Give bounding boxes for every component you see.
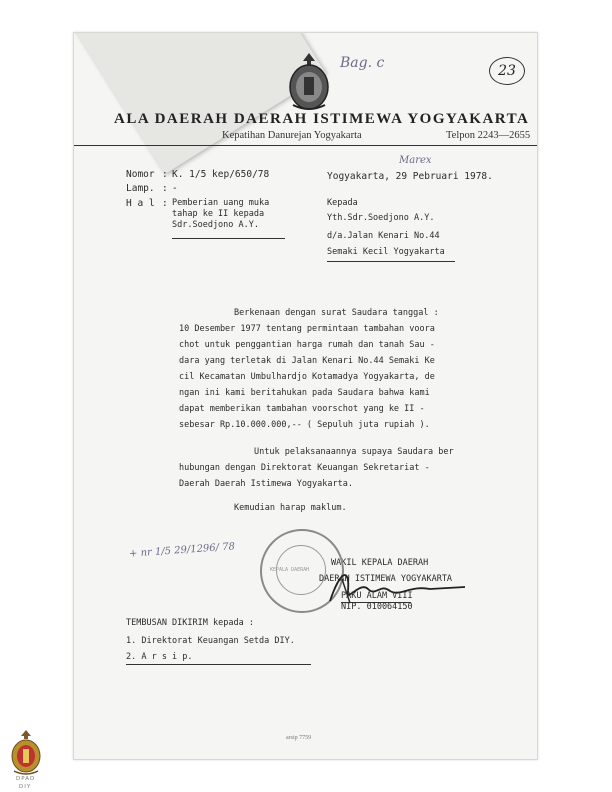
signer-name: PAKU ALAM VIII xyxy=(341,591,413,601)
hal-value-line-2: tahap ke II kepada xyxy=(172,209,265,219)
body-line: dapat memberikan tambahan voorschot yang ke II - xyxy=(179,404,425,414)
letter-sheet: Bag. c 23 ALA DAERAH DAERAH ISTIMEWA YOGYAKARTA Kepatihan Danurejan Yogyakarta Telpon 2243—2655 Nomor : K. 1/5 kep/650/78 Lamp. : - H a l : Pemberian uang muka tahap ke II kepada Sdr.Soedjono A.Y. Marex Yogyakarta, 29 Pebruari 1978. Kepada Yth.Sdr.Soedjono A.Y. d/a.Jalan Kenari No.44 Semaki Kecil Yogyakarta Berkenaan dengan surat Saudara tanggal : 10 Desember 1977 tentang permintaan tambahan voora chot untuk penggantian harga rumah dan tanah Sau - dara yang terletak di Jalan Kenari No.44 Semaki Ke cil Kecamatan Umbulhardjo Kotamadya Yogyakarta, de ngan ini kami beritahukan pada Saudara bahwa kami dapat memberikan tambahan voorschot yang ke II - sebesar Rp.10.000.000,-- ( Sepuluh juta rupiah ). Untuk pelaksanaannya supaya Saudara ber hubungan dengan Direktorat Keuangan Sekretariat - Daerah Daerah Istimewa Yogyakarta. Kemudian harap maklum. WAKIL KEPALA DAERAH DAERAH ISTIMEWA YOGYAKARTA KEPALA DAERAH PAKU ALAM VIII NIP. 010064150 + nr 1/5 29/1296/ 78 TEMBUSAN DIKIRIM kepada : 1. Direktorat Keuangan Setda DIY. 2. A r s i p. arsip 7759 xyxy=(73,32,538,760)
lamp-value: - xyxy=(172,183,178,194)
copies-item-2: 2. A r s i p. xyxy=(126,652,193,662)
archive-logo-icon xyxy=(8,728,44,778)
body-line: 10 Desember 1977 tentang permintaan tambahan voora xyxy=(179,324,435,334)
handwritten-margin-note: + nr 1/5 29/1296/ 78 xyxy=(128,541,236,560)
hal-value-line-3: Sdr.Soedjono A.Y. xyxy=(172,220,259,230)
letterhead-phone: Telpon 2243—2655 xyxy=(446,130,531,141)
body-line: sebesar Rp.10.000.000,-- ( Sepuluh juta rupiah ). xyxy=(179,420,430,430)
recipient-line-2: Yth.Sdr.Soedjono A.Y. xyxy=(327,213,435,223)
body-line: chot untuk penggantian harga rumah dan tanah Sau - xyxy=(179,340,435,350)
archive-note: arsip 7759 xyxy=(286,735,312,741)
page-number: 23 xyxy=(489,57,525,85)
hal-label: H a l xyxy=(126,198,155,209)
copies-heading: TEMBUSAN DIKIRIM kepada : xyxy=(126,618,254,628)
copies-item-1: 1. Direktorat Keuangan Setda DIY. xyxy=(126,636,295,646)
recipient-line-1: Kepada xyxy=(327,198,358,208)
body-line: hubungan dengan Direktorat Keuangan Sekretariat - xyxy=(179,463,430,473)
body-line: Berkenaan dengan surat Saudara tanggal : xyxy=(234,308,439,318)
hal-value-line-1: Pemberian uang muka xyxy=(172,198,270,208)
body-line: ngan ini kami beritahukan pada Saudara bahwa kami xyxy=(179,388,430,398)
letterhead-address: Kepatihan Danurejan Yogyakarta xyxy=(222,130,362,141)
copies-underline xyxy=(126,664,311,665)
letter-date: Yogyakarta, 29 Pebruari 1978. xyxy=(327,171,493,182)
lamp-label: Lamp. xyxy=(126,183,155,194)
crest-icon xyxy=(285,51,333,113)
letterhead-title: ALA DAERAH DAERAH ISTIMEWA YOGYAKARTA xyxy=(114,111,530,127)
recipient-underline xyxy=(327,261,455,262)
body-line: Untuk pelaksanaannya supaya Saudara ber xyxy=(254,447,454,457)
body-line: dara yang terletak di Jalan Kenari No.44 Semaki Ke xyxy=(179,356,435,366)
recipient-line-4: Semaki Kecil Yogyakarta xyxy=(327,247,445,257)
body-closing: Kemudian harap maklum. xyxy=(234,503,347,513)
nomor-label: Nomor xyxy=(126,169,155,180)
stamp-text: KEPALA DAERAH xyxy=(270,567,310,573)
handwritten-note-top: Bag. c xyxy=(340,55,385,71)
logo-caption-2: DIY xyxy=(19,784,32,790)
body-line: Daerah Daerah Istimewa Yogyakarta. xyxy=(179,479,353,489)
body-line: cil Kecamatan Umbulhardjo Kotamadya Yogyakarta, de xyxy=(179,372,435,382)
signature-title-1: WAKIL KEPALA DAERAH xyxy=(331,558,429,568)
logo-caption-1: DPAD xyxy=(16,776,36,782)
hal-underline xyxy=(172,238,285,239)
recipient-line-3: d/a.Jalan Kenari No.44 xyxy=(327,231,440,241)
letterhead-rule xyxy=(74,145,537,146)
handwritten-marex: Marex xyxy=(399,155,432,166)
signature-title-2: DAERAH ISTIMEWA YOGYAKARTA xyxy=(319,574,453,584)
signer-nip: NIP. 010064150 xyxy=(341,602,413,612)
nomor-value: K. 1/5 kep/650/78 xyxy=(172,169,270,180)
